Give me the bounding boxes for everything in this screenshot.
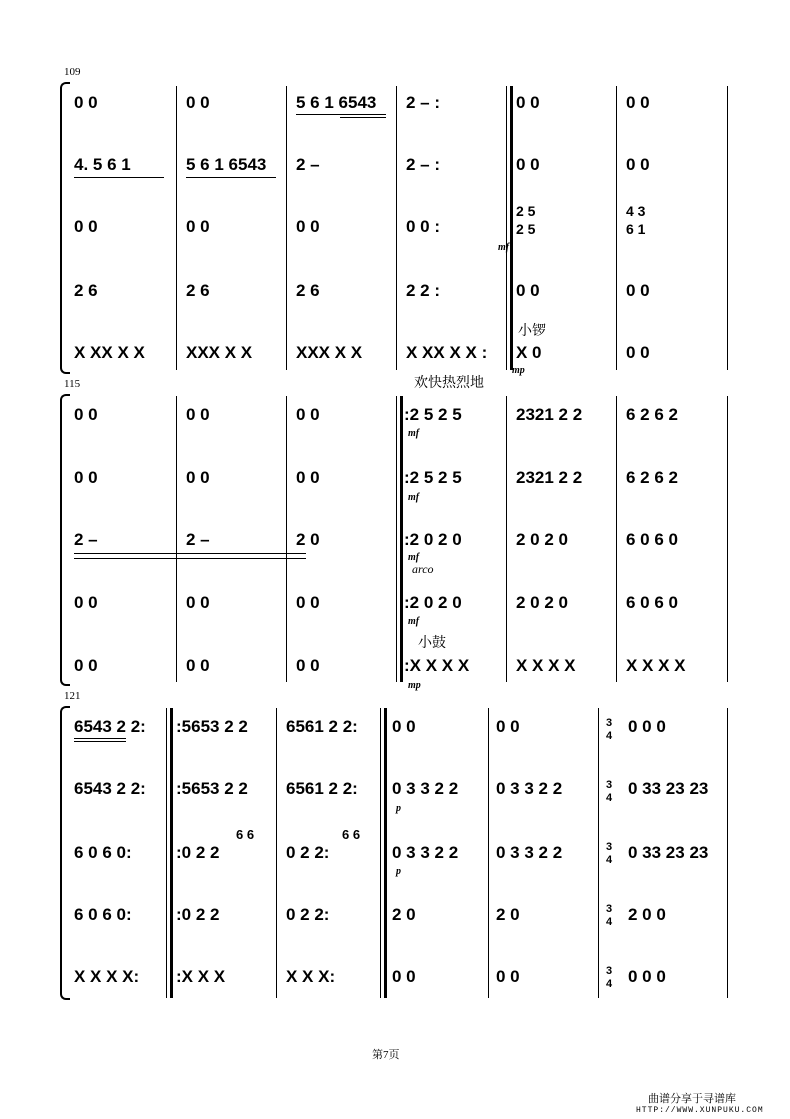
note-cell: 6543 2 2: (74, 717, 146, 736)
instrument-label-snare-drum: 小鼓 (418, 635, 446, 651)
note-cell: 2 0 (392, 905, 416, 924)
note-cell: 0 0 (392, 717, 416, 736)
note-cell: :5653 2 2 (176, 717, 248, 736)
note-cell: 0 0 (74, 656, 98, 675)
site-credit: 曲谱分享于寻谱库 (648, 1092, 736, 1105)
dynamic-p: p (396, 803, 401, 814)
time-signature-bottom: 4 (606, 730, 613, 742)
note-cell: 0 0 (186, 405, 210, 424)
note-cell: 5 6 1 6543 (296, 93, 377, 112)
underline (74, 741, 126, 742)
note-cell: 6543 2 2: (74, 779, 146, 798)
note-cell: 2 6 (74, 281, 98, 300)
note-cell: 0 0 (626, 93, 650, 112)
barline (276, 708, 277, 998)
note-cell: 2321 2 2 (516, 405, 583, 424)
dynamic-mp: mp (512, 365, 525, 376)
note-cell: 5 6 1 6543 (186, 155, 267, 174)
dynamic-p: p (396, 866, 401, 877)
barline-thick (170, 708, 173, 998)
page-number: 第7页 (372, 1049, 400, 1061)
barline (488, 708, 489, 998)
note-cell: 0 0 (296, 405, 320, 424)
dynamic-mf: mf (408, 428, 420, 439)
note-cell: 0 0 (186, 93, 210, 112)
note-cell: :X X X (176, 967, 226, 986)
note-cell: 2 – : (406, 155, 441, 174)
barline (727, 708, 728, 998)
note-cell: 2 – (186, 530, 210, 549)
note-cell: 0 0 (186, 656, 210, 675)
note-cell: :2 0 2 0 (404, 593, 462, 612)
note-cell: 0 0 (186, 593, 210, 612)
time-signature-top: 3 (606, 903, 613, 915)
note-cell: 0 3 3 2 2 (496, 779, 563, 798)
note-cell: 0 0 (392, 967, 416, 986)
note-cell: 6 1 (626, 221, 646, 237)
note-cell: 0 0 (74, 217, 98, 236)
note-cell: 0 3 3 2 2 (392, 779, 459, 798)
note-cell: 0 0 (496, 967, 520, 986)
note-cell: 6 0 6 0: (74, 843, 132, 862)
note-cell: 0 0 0 (628, 967, 666, 986)
note-cell: :0 2 2 (176, 905, 220, 924)
time-signature-bottom: 4 (606, 792, 613, 804)
note-cell: 0 0 (626, 155, 650, 174)
note-cell: 2 0 0 (628, 905, 666, 924)
note-cell: 0 0 (74, 93, 98, 112)
note-cell: 2 6 (186, 281, 210, 300)
note-cell: 4 3 (626, 203, 646, 219)
note-cell: 2 2 : (406, 281, 441, 300)
barline (166, 708, 167, 998)
note-cell: :5653 2 2 (176, 779, 248, 798)
note-cell: 0 33 23 23 (628, 843, 709, 862)
time-signature-bottom: 4 (606, 978, 613, 990)
note-cell: XXX X X (186, 343, 253, 362)
note-cell: 2 0 2 0 (516, 530, 568, 549)
note-cell: 0 0 (516, 281, 540, 300)
dynamic-mf: mf (408, 492, 420, 503)
note-cell: 6561 2 2: (286, 779, 358, 798)
note-cell: :2 5 2 5 (404, 468, 462, 487)
note-cell: 2 – (74, 530, 98, 549)
dynamic-mp: mp (408, 680, 421, 691)
note-cell: 4. 5 6 1 (74, 155, 131, 174)
measure-number-115: 115 (64, 378, 81, 390)
note-cell: 0 0 (626, 281, 650, 300)
site-url: HTTP://WWW.XUNPUKU.COM (636, 1106, 764, 1115)
note-cell: 0 0 (626, 343, 650, 362)
note-cell: 0 2 2: (286, 843, 330, 862)
note-cell: 0 0 (516, 155, 540, 174)
dynamic-mf: mf (408, 616, 420, 627)
note-cell: 2321 2 2 (516, 468, 583, 487)
note-cell: 6 6 (236, 827, 255, 842)
note-cell: 6 0 6 0 (626, 593, 678, 612)
time-signature-top: 3 (606, 779, 613, 791)
barline (380, 708, 381, 998)
note-cell: 2 6 (296, 281, 320, 300)
note-cell: 6 0 6 0: (74, 905, 132, 924)
note-cell: 0 0 (296, 217, 320, 236)
note-cell: 0 0 (74, 593, 98, 612)
note-cell: 0 0 (496, 717, 520, 736)
note-cell: 0 0 (296, 593, 320, 612)
note-cell: 6561 2 2: (286, 717, 358, 736)
note-cell: X X X X (516, 656, 576, 675)
underline (74, 738, 126, 739)
note-cell: 0 0 (186, 217, 210, 236)
note-cell: 6 6 (342, 827, 361, 842)
note-cell: X XX X X (74, 343, 145, 362)
note-cell: 0 3 3 2 2 (496, 843, 563, 862)
note-cell: 0 0 (74, 468, 98, 487)
measure-number-121: 121 (64, 690, 81, 702)
barline-thick (384, 708, 387, 998)
barline (598, 708, 599, 998)
note-cell: 0 0 (186, 468, 210, 487)
note-cell: 2 – : (406, 93, 441, 112)
system-brace (60, 706, 70, 1000)
time-signature-bottom: 4 (606, 854, 613, 866)
note-cell: 0 3 3 2 2 (392, 843, 459, 862)
note-cell: 2 0 (496, 905, 520, 924)
note-cell: 2 0 (296, 530, 320, 549)
technique-arco: arco (412, 562, 434, 576)
note-cell: 6 2 6 2 (626, 405, 678, 424)
note-cell: :2 0 2 0 (404, 530, 462, 549)
note-cell: 2 5 (516, 221, 536, 237)
note-cell: X X X: (286, 967, 336, 986)
measure-number-109: 109 (64, 66, 81, 78)
time-signature-top: 3 (606, 841, 613, 853)
note-cell: X 0 (516, 343, 542, 362)
note-cell: 2 0 2 0 (516, 593, 568, 612)
note-cell: 6 2 6 2 (626, 468, 678, 487)
note-cell: X XX X X : (406, 343, 488, 362)
note-cell: :0 2 2 (176, 843, 220, 862)
note-cell: 2 5 (516, 203, 536, 219)
note-cell: 0 2 2: (286, 905, 330, 924)
time-signature-top: 3 (606, 717, 613, 729)
note-cell: 0 0 (516, 93, 540, 112)
tempo-marking: 欢快热烈地 (414, 375, 484, 391)
note-cell: 0 0 0 (628, 717, 666, 736)
instrument-label-small-gong: 小锣 (518, 323, 546, 339)
note-cell: X X X X (626, 656, 686, 675)
note-cell: 2 – (296, 155, 320, 174)
note-cell: 0 0 (74, 405, 98, 424)
note-cell: XXX X X (296, 343, 363, 362)
note-cell: 0 0 : (406, 217, 441, 236)
note-cell: :X X X X (404, 656, 470, 675)
note-cell: X X X X: (74, 967, 140, 986)
time-signature-bottom: 4 (606, 916, 613, 928)
note-cell: 6 0 6 0 (626, 530, 678, 549)
note-cell: :2 5 2 5 (404, 405, 462, 424)
note-cell: 0 33 23 23 (628, 779, 709, 798)
time-signature-top: 3 (606, 965, 613, 977)
dynamic-mf: mf (498, 242, 510, 253)
dynamic-mf: mf (408, 552, 420, 563)
note-cell: 0 0 (296, 656, 320, 675)
note-cell: 0 0 (296, 468, 320, 487)
